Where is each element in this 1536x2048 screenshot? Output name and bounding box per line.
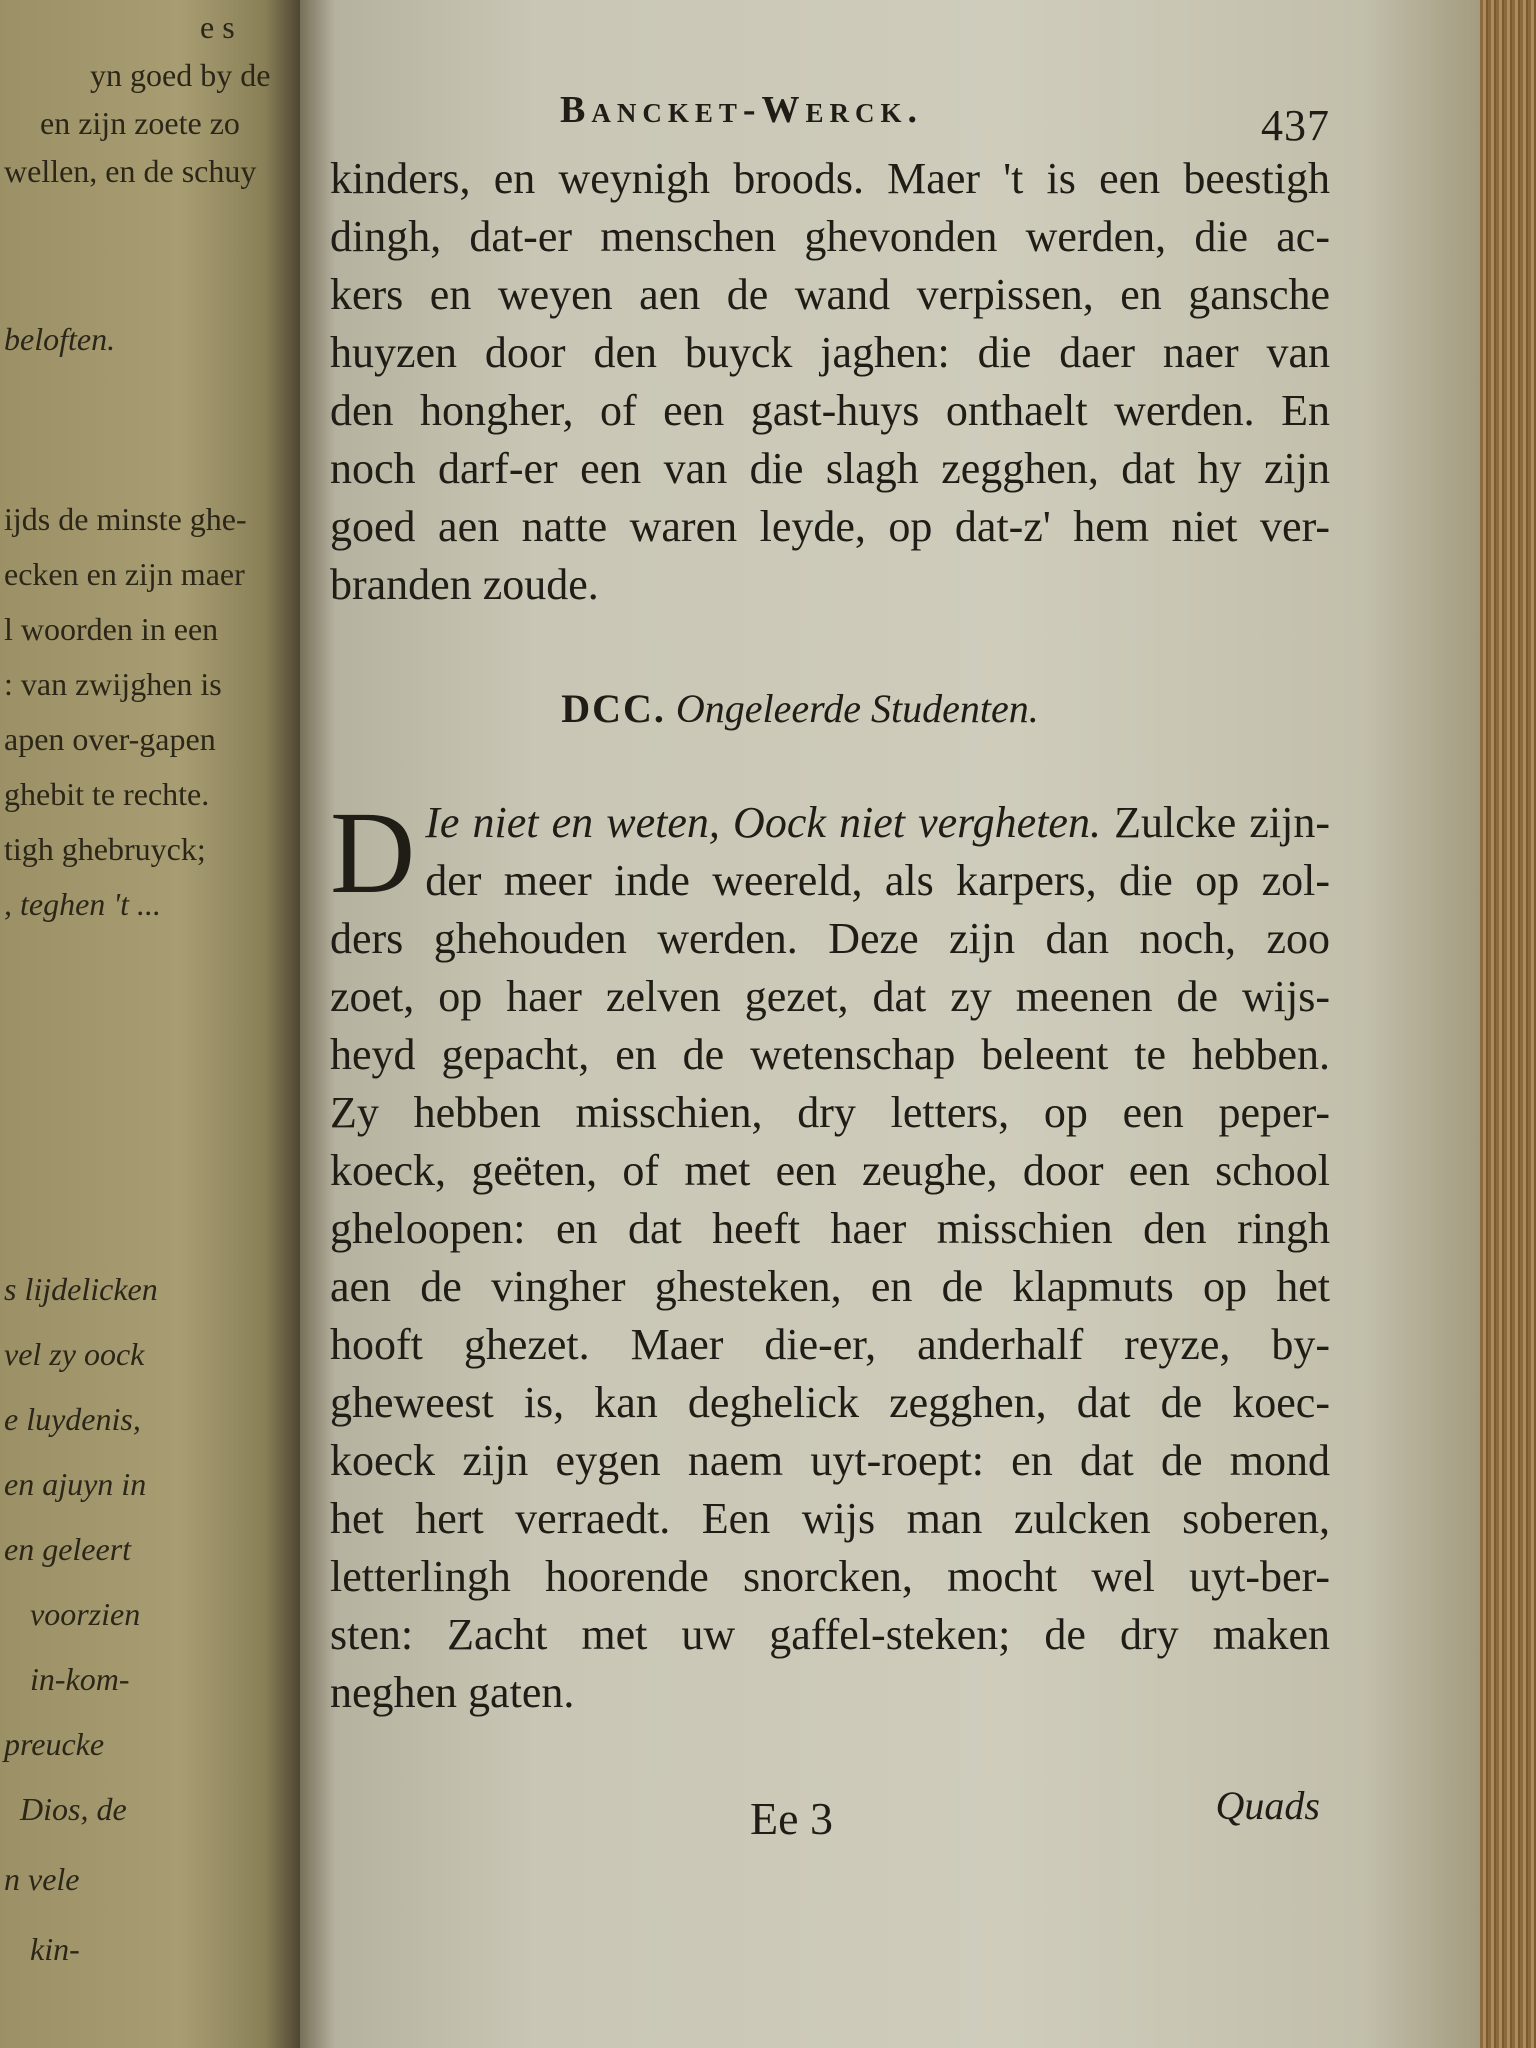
left-page-fragment: l woorden in een <box>4 611 219 647</box>
section-number: DCC. <box>561 686 666 731</box>
left-page-fragment: beloften. <box>4 321 116 357</box>
left-page-fragment: s lijdelicken <box>4 1271 158 1307</box>
text-line: hooft ghezet. Maer die-er, anderhalf reyze, by- <box>330 1320 1330 1369</box>
left-page-fragment: Dios, de <box>20 1791 127 1827</box>
left-page-fragment: wellen, en de schuy <box>4 153 257 189</box>
text-line: ders ghehouden werden. Deze zijn dan noch, zoo <box>330 914 1330 963</box>
text-line: heyd gepacht, en de wetenschap beleent te hebben. <box>330 1030 1330 1079</box>
section-body <box>330 787 1330 1722</box>
text-line: het hert verraedt. Een wijs man zulcken soberen, <box>330 1494 1330 1543</box>
text-line: zoet, op haer zelven gezet, dat zy meenen de wijs- <box>330 972 1330 1021</box>
signature-mark: Ee 3 <box>750 1793 834 1844</box>
left-page-fragment: preucke <box>4 1726 105 1762</box>
left-page-fragment: kin- <box>30 1931 80 1967</box>
text-line: goed aen natte waren leyde, op dat-z' hem niet ver- <box>330 502 1330 551</box>
page-number: 437 <box>1261 101 1330 150</box>
left-page-fragment: ijds de minste ghe- <box>4 501 247 537</box>
left-page-fragment: n vele <box>4 1861 80 1897</box>
left-page-fragment: in-kom- <box>30 1661 130 1697</box>
text-line: gheloopen: en dat heeft haer misschien den ringh <box>330 1204 1330 1253</box>
text-line: Zy hebben misschien, dry letters, op een peper- <box>330 1088 1330 1137</box>
text-line: gheweest is, kan deghelick zegghen, dat de koec- <box>330 1378 1330 1427</box>
page-edge <box>1480 0 1536 2048</box>
text-line: der meer inde weereld, als karpers, die op zol- <box>425 856 1330 905</box>
text-line: den hongher, of een gast-huys onthaelt werden. En <box>330 386 1330 435</box>
page-footer <box>330 1782 1330 1862</box>
left-page-fragment: en ajuyn in <box>4 1466 147 1502</box>
section-heading <box>330 684 1330 734</box>
left-page-fragment: yn goed by de <box>90 57 271 93</box>
running-head: Bancket-Werck. <box>560 89 924 131</box>
text-line: koeck zijn eygen naem uyt-roept: en dat de mond <box>330 1436 1330 1485</box>
drop-cap: D <box>330 787 416 918</box>
left-page-fragment: e s <box>200 9 235 45</box>
left-page-fragment: ecken en zijn maer <box>4 556 245 592</box>
drop-cap-row <box>330 787 1330 918</box>
left-page-fragment: apen over-gapen <box>4 721 216 757</box>
motto: Ie niet en weten, Oock niet vergheten. <box>425 798 1101 847</box>
left-page-fragment: e luydenis, <box>4 1401 141 1437</box>
text-line: dingh, dat-er menschen ghevonden werden, die ac- <box>330 212 1330 261</box>
top-paragraph <box>330 150 1330 614</box>
text-line: kers en weyen aen de wand verpissen, en gansche <box>330 270 1330 319</box>
left-page-fragment: ghebit te rechte. <box>4 776 210 812</box>
text-line: huyzen door den buyck jaghen: die daer naer van <box>330 328 1330 377</box>
left-page-fragment: vel zy oock <box>4 1336 145 1372</box>
text-line <box>425 794 1330 852</box>
text-line: aen de vingher ghesteken, en de klapmuts op het <box>330 1262 1330 1311</box>
text-line: neghen gaten. <box>330 1668 575 1717</box>
section-title: Ongeleerde Studenten. <box>675 686 1039 731</box>
left-page-fragment: en geleert <box>4 1531 132 1567</box>
left-page-fragment: : van zwijghen is <box>4 666 222 702</box>
text-line: sten: Zacht met uw gaffel-steken; de dry maken <box>330 1610 1330 1659</box>
left-page-fragment: tigh ghebruyck; <box>4 831 206 867</box>
text-line: koeck, geëten, of met een zeughe, door een school <box>330 1146 1330 1195</box>
text-line: branden zoude. <box>330 560 599 609</box>
page-header <box>330 70 1330 150</box>
text-line: letterlingh hoorende snorcken, mocht wel uyt-ber- <box>330 1552 1330 1601</box>
left-page-fragment: en zijn zoete zo <box>40 105 240 141</box>
text-fragment: Zulcke zijn- <box>1100 798 1330 847</box>
drop-cap-lines <box>425 794 1330 910</box>
text-line: kinders, en weynigh broods. Maer 't is een beestigh <box>330 154 1330 203</box>
catchword: Quads <box>1215 1783 1320 1828</box>
left-page-fragment: , teghen 't ... <box>4 886 162 922</box>
left-page-fragment: voorzien <box>30 1596 141 1632</box>
right-page-text <box>330 70 1330 1862</box>
text-line: noch darf-er een van die slagh zegghen, dat hy zijn <box>330 444 1330 493</box>
